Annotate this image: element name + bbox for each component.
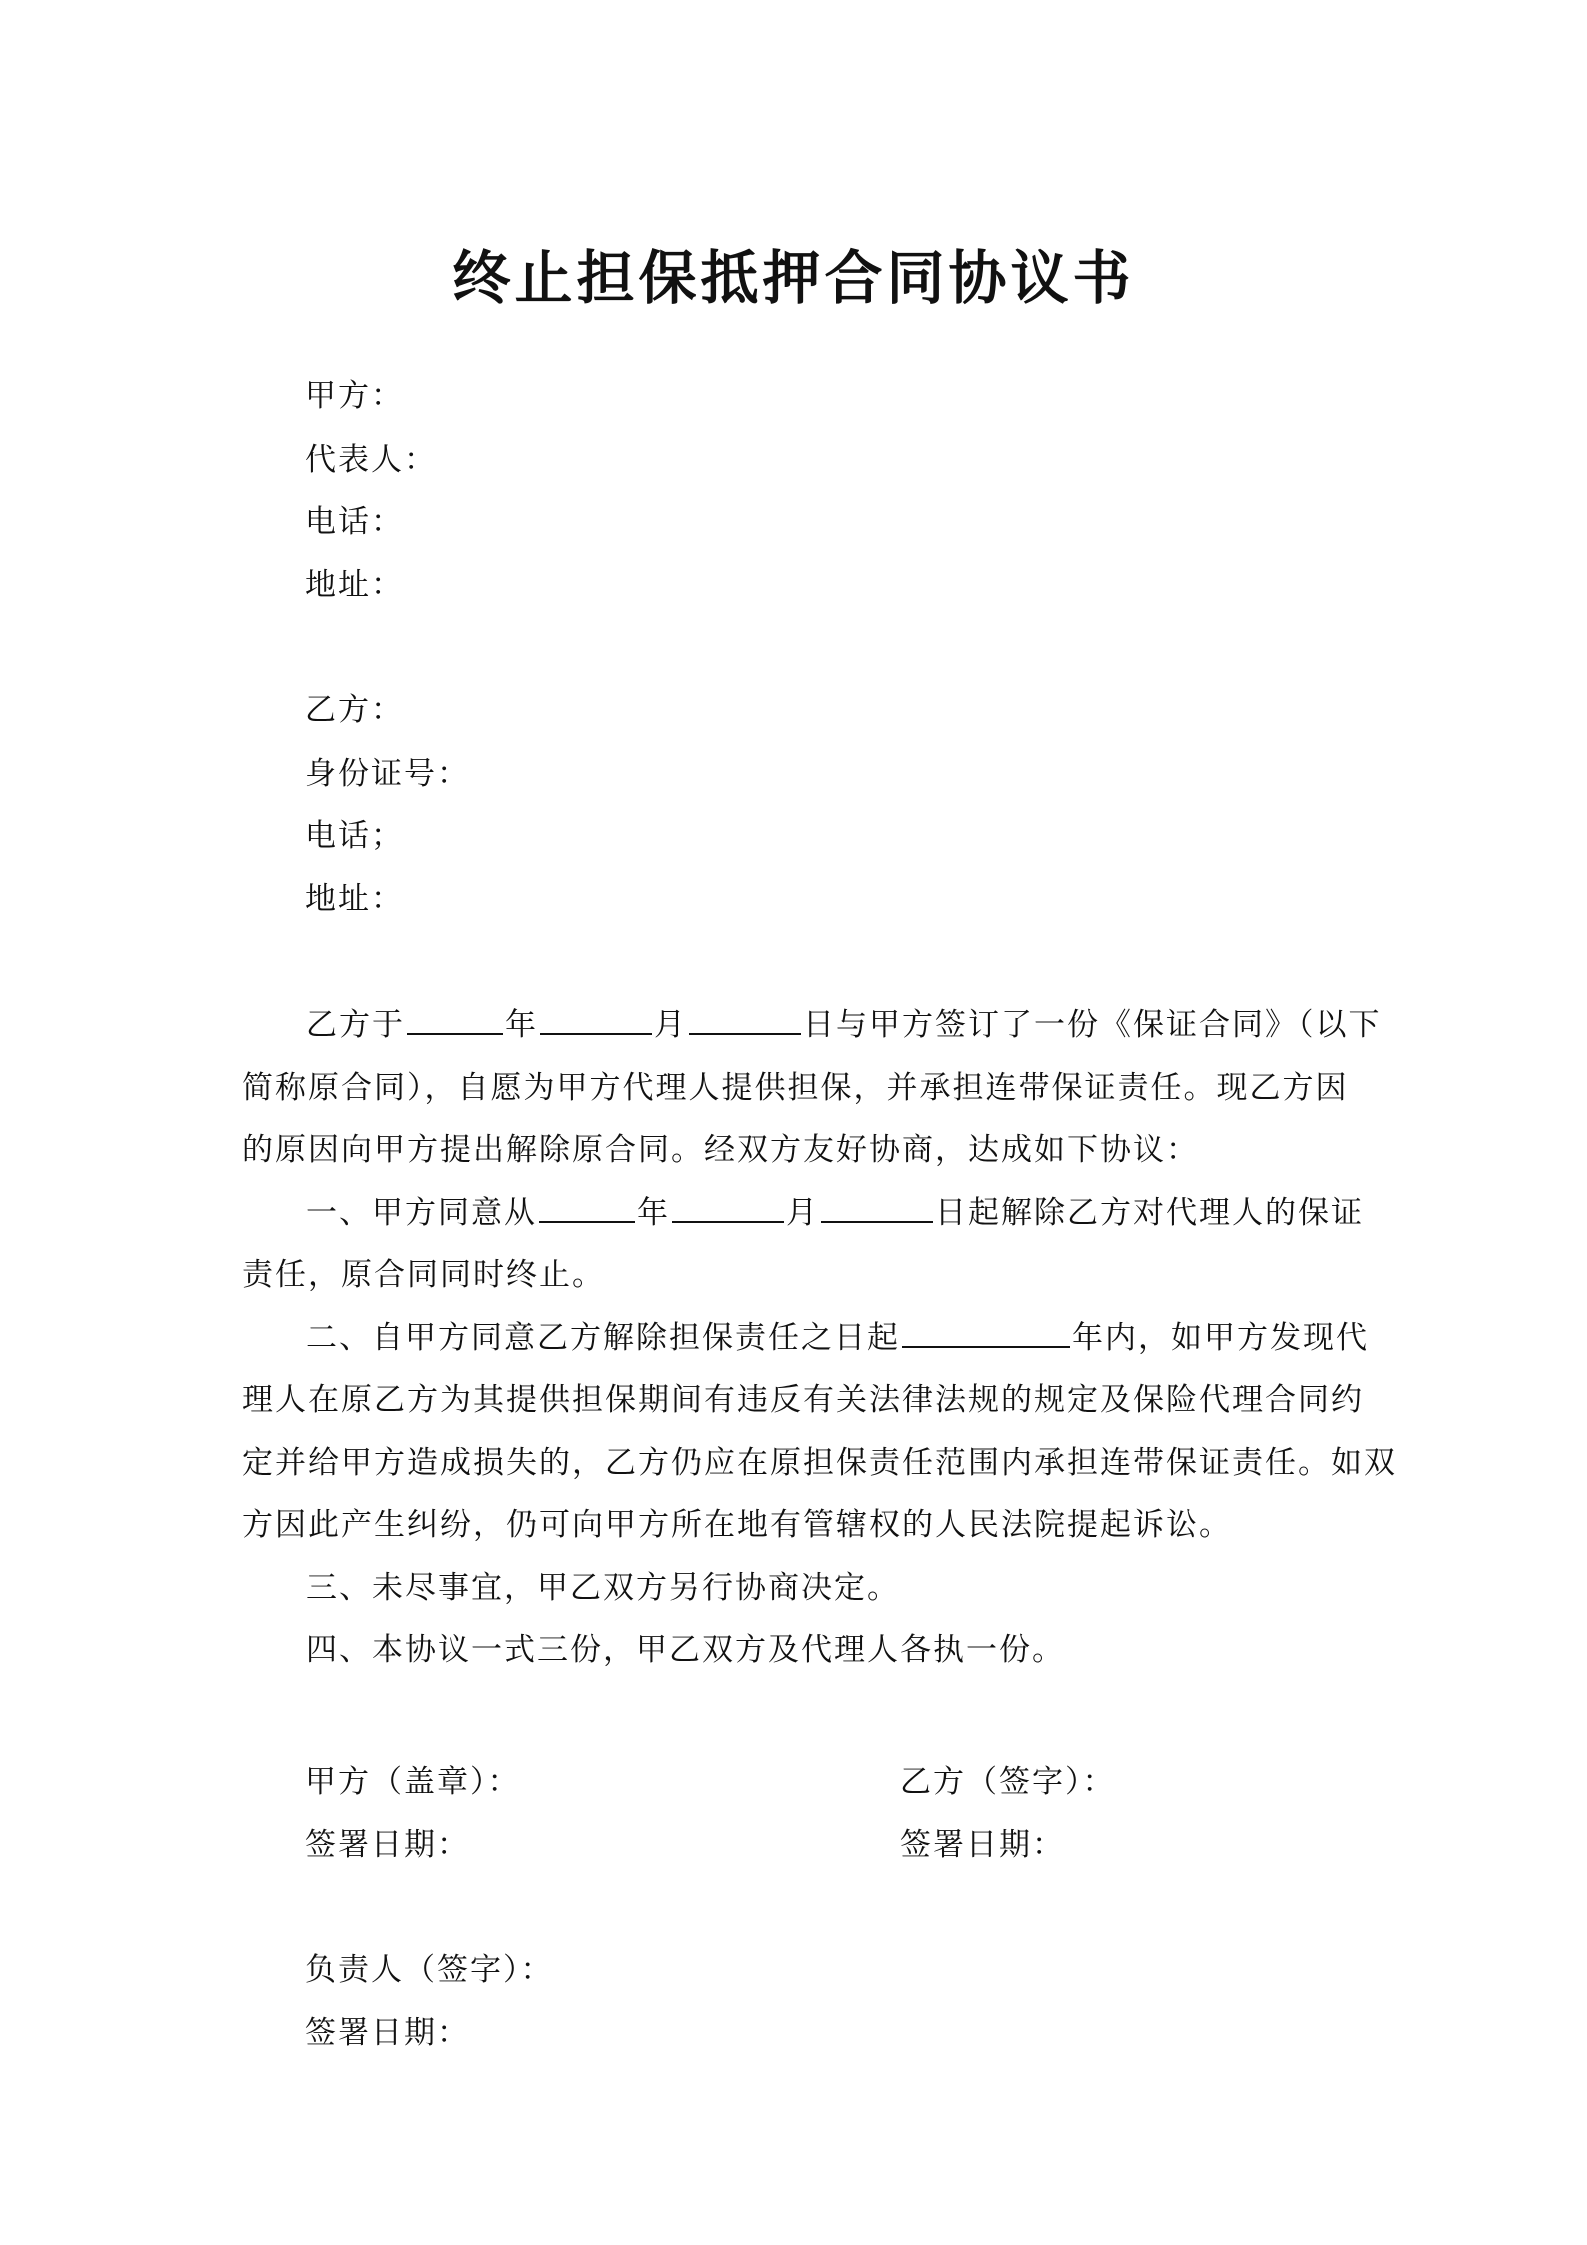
principal-sign-label: 负责人（签字）： — [305, 1952, 554, 1988]
intro-text-end: 日与甲方签订了一份《保证合同》（以下 — [803, 1007, 1382, 1043]
agreement-body — [242, 994, 1397, 1682]
intro-line-2: 简称原合同），自愿为甲方代理人提供担保，并承担连带保证责任。现乙方因 — [242, 1069, 1349, 1106]
party-b-name-label: 乙方： — [305, 692, 404, 728]
party-a-name-label: 甲方： — [305, 378, 404, 414]
intro-line-3: 的原因向甲方提出解除原合同。经双方友好协商，达成如下协议： — [242, 1132, 1199, 1168]
intro-year-label: 年 — [505, 1007, 538, 1043]
party-b-phone-label: 电话； — [305, 818, 404, 854]
intro-month-label: 月 — [654, 1007, 687, 1043]
party-b-sign-label: 乙方（签字）： — [900, 1764, 1116, 1800]
intro-day-blank — [689, 1003, 801, 1035]
party-b-date-label: 签署日期： — [900, 1827, 1065, 1863]
party-a-phone-label: 电话： — [305, 504, 404, 540]
intro-line-1 — [242, 994, 1382, 1057]
party-a-rep-label: 代表人： — [305, 442, 437, 478]
clause-2-years-blank — [902, 1316, 1070, 1348]
clause-1-line-1 — [242, 1182, 1364, 1245]
intro-year-blank — [407, 1003, 503, 1035]
party-b-id-label: 身份证号： — [305, 756, 470, 792]
clause-2-line-2: 理人在原乙方为其提供担保期间有违反有关法律法规的规定及保险代理合同约 — [242, 1382, 1364, 1418]
clause-2-line-4: 方因此产生纠纷，仍可向甲方所在地有管辖权的人民法院提起诉讼。 — [242, 1507, 1232, 1543]
party-a-date-label: 签署日期： — [305, 1827, 470, 1863]
clause-1-text-end: 日起解除乙方对代理人的保证 — [935, 1194, 1364, 1231]
clause-2-text-end: 年内，如甲方发现代 — [1072, 1319, 1369, 1356]
clause-1-day-blank — [821, 1191, 933, 1223]
party-b-address-label: 地址： — [305, 881, 404, 917]
principal-date-label: 签署日期： — [305, 2015, 470, 2051]
clause-1-month-label: 月 — [786, 1194, 819, 1231]
intro-month-blank — [540, 1003, 652, 1035]
party-a-address-label: 地址： — [305, 567, 404, 603]
clause-1-year-label: 年 — [637, 1194, 670, 1231]
clause-1-text-start: 一、甲方同意从 — [306, 1194, 537, 1231]
clause-1-line-2: 责任，原合同同时终止。 — [242, 1257, 605, 1293]
clause-3: 三、未尽事宜，甲乙双方另行协商决定。 — [306, 1569, 900, 1606]
clause-4: 四、本协议一式三份，甲乙双方及代理人各执一份。 — [306, 1632, 1065, 1668]
clause-1-month-blank — [672, 1191, 784, 1223]
document-title: 终止担保抵押合同协议书 — [452, 244, 1135, 312]
clause-2-line-3: 定并给甲方造成损失的，乙方仍应在原担保责任范围内承担连带保证责任。如双 — [242, 1444, 1397, 1481]
clause-2-line-1 — [242, 1307, 1369, 1370]
party-a-seal-label: 甲方（盖章）： — [305, 1764, 521, 1800]
clause-2-text-start: 二、自甲方同意乙方解除担保责任之日起 — [306, 1319, 900, 1356]
clause-1-year-blank — [539, 1191, 635, 1223]
intro-text-start: 乙方于 — [306, 1007, 405, 1043]
